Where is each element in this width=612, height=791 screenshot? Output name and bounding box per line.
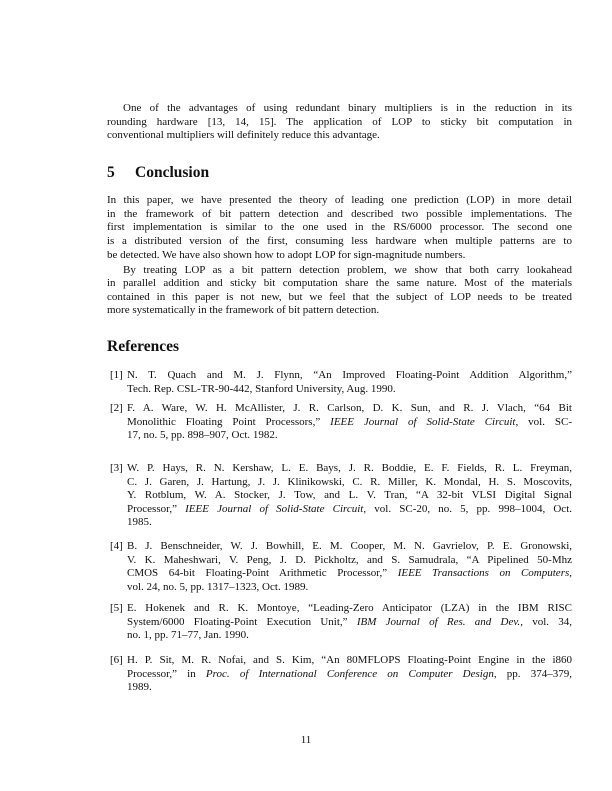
reference-text: CMOS 64-bit Floating-Point Arithmetic Processor,” — [127, 567, 398, 579]
reference-text: 1989. — [127, 681, 152, 693]
section-title: Conclusion — [135, 164, 210, 181]
reference-label: [5] — [110, 602, 123, 614]
reference-text: Monolithic Floating Point Processors,” — [127, 415, 331, 428]
reference-text: Processor,” — [127, 502, 186, 515]
text-line: rounding hardware [13, 14, 15]. The application of LOP to sticky bit computation in — [107, 115, 572, 128]
text-line: In this paper, we have presented the theory of leading one prediction (LOP) in more detail — [107, 194, 572, 206]
page-number: 11 — [300, 734, 312, 746]
reference-text: Tech. Rep. CSL-TR-90-442, Stanford University, Aug. 1990. — [127, 382, 396, 395]
reference-line — [127, 515, 572, 529]
reference-line — [127, 368, 572, 382]
reference-line — [127, 580, 572, 594]
publication-title: IEEE Journal of Solid-State Circuit — [330, 415, 516, 428]
reference-line — [127, 539, 572, 553]
reference-text: B. J. Benschneider, W. J. Bowhill, E. M. Cooper, M. N. Gavrielov, P. E. Gronowski, — [127, 540, 572, 552]
reference-label: [6] — [110, 654, 123, 666]
reference-line — [127, 382, 572, 396]
reference-line — [127, 680, 572, 694]
reference-text: System/6000 Floating-Point Execution Unit,” — [127, 615, 357, 628]
reference-label: [2] — [110, 402, 123, 414]
reference-line — [127, 615, 572, 629]
text-line: conventional multipliers will definitely reduce this advantage. — [107, 129, 380, 142]
reference-text: F. A. Ware, W. H. McAllister, J. R. Carlson, D. K. Sun, and R. J. Vlach, “64 Bit — [127, 402, 572, 414]
reference-line — [127, 488, 572, 502]
reference-line — [127, 566, 572, 580]
reference-text: 1985. — [127, 516, 152, 528]
text-line: in parallel addition and sticky bit computation share the same nature. Most of the materials — [107, 277, 572, 290]
reference-text: N. T. Quach and M. J. Flynn, “An Improved Floating-Point Addition Algorithm,” — [127, 369, 572, 381]
reference-line — [127, 461, 572, 475]
text-line: is a distributed version of the first, consuming less hardware when multiple patterns are to — [107, 235, 572, 248]
reference-line — [127, 628, 572, 642]
reference-text: Processor,” in — [127, 667, 206, 680]
reference-text: , vol. SC- — [515, 415, 572, 428]
reference-line — [127, 428, 572, 442]
references-heading: References — [107, 338, 180, 355]
reference-text: , — [569, 567, 573, 579]
reference-label: [1] — [110, 369, 123, 381]
reference-text: , vol. SC-20, no. 5, pp. 998–1004, Oct. — [363, 502, 572, 515]
reference-text: H. P. Sit, M. R. Nofai, and S. Kim, “An 80MFLOPS Floating-Point Engine in the i860 — [127, 654, 572, 666]
reference-text: , vol. 34, — [520, 615, 572, 628]
reference-text: no. 1, pp. 71–77, Jan. 1990. — [127, 629, 249, 641]
reference-text: C. J. Garen, J. Hartung, J. J. Klinikowski, C. R. Miller, K. Mondal, H. S. Moscovits, — [127, 475, 572, 488]
text-line: contained in this paper is not new, but we feel that the subject of LOP needs to be treated — [107, 290, 572, 303]
reference-label: [4] — [110, 540, 123, 552]
reference-text: Y. Rotblum, W. A. Stocker, J. Tow, and L. V. Tran, “A 32-bit VLSI Digital Signal — [127, 489, 572, 501]
text-line: be detected. We have also shown how to adopt LOP for sign-magnitude numbers. — [107, 248, 466, 261]
reference-text: E. Hokenek and R. K. Montoye, “Leading-Zero Anticipator (LZA) in the IBM RISC — [127, 602, 572, 614]
reference-text: W. P. Hays, R. N. Kershaw, L. E. Bays, J. R. Boddie, E. F. Fields, R. L. Freyman, — [127, 462, 572, 474]
reference-text: vol. 24, no. 5, pp. 1317–1323, Oct. 1989. — [127, 580, 309, 593]
text-line: One of the advantages of using redundant binary multipliers is in the reduction in its — [123, 102, 572, 114]
reference-line — [127, 502, 572, 516]
reference-line — [127, 401, 572, 415]
text-line: By treating LOP as a bit pattern detection problem, we show that both carry lookahead — [123, 263, 572, 276]
reference-line — [127, 475, 572, 489]
section-heading-conclusion — [107, 164, 209, 182]
text-line: first implementation is similar to the one used in the RS/6000 processor. The second one — [107, 221, 572, 234]
publication-title: IEEE Journal of Solid-State Circuit — [185, 502, 364, 515]
text-line: more systematically in the framework of bit pattern detection. — [107, 304, 380, 317]
reference-line — [127, 553, 572, 567]
reference-label: [3] — [110, 462, 123, 474]
publication-title: Proc. of International Conference on Computer Design — [205, 667, 494, 680]
section-number: 5 — [107, 164, 115, 181]
reference-line — [127, 667, 572, 681]
publication-title: IEEE Transactions on Computers — [397, 567, 570, 579]
reference-line — [127, 601, 572, 615]
reference-line — [127, 653, 572, 667]
text-line: in the framework of bit pattern detection and described two possible implementations. The — [107, 207, 572, 220]
reference-line — [127, 415, 572, 429]
publication-title: IBM Journal of Res. and Dev. — [356, 615, 521, 628]
reference-text: 17, no. 5, pp. 898–907, Oct. 1982. — [127, 429, 278, 441]
reference-text: V. K. Maheshwari, V. Peng, J. D. Pickholtz, and S. Samudrala, “A Pipelined 50-Mhz — [127, 553, 572, 566]
reference-text: , pp. 374–379, — [493, 667, 572, 680]
